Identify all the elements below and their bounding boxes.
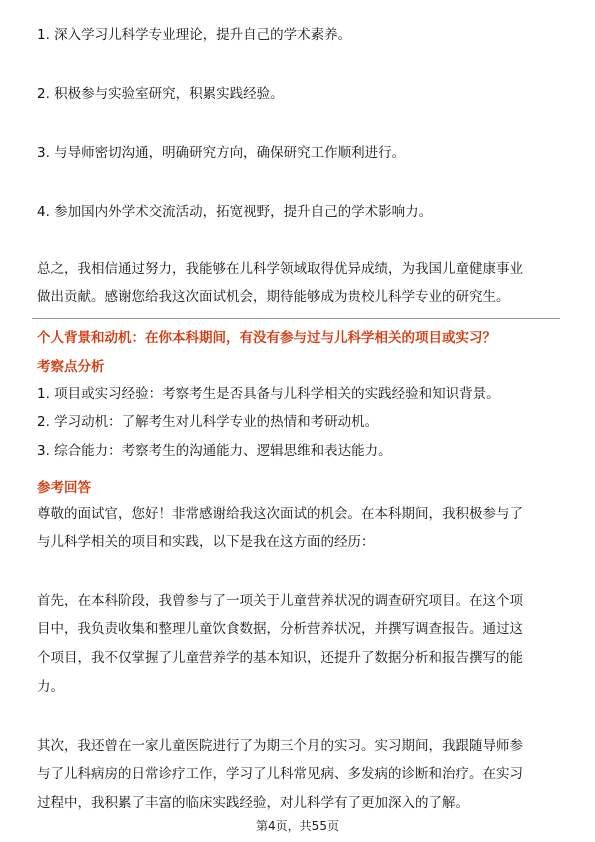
plan-item-1: 1. 深入学习儿科学专业理论，提升自己的学术素养。 xyxy=(37,27,352,43)
conclusion-line-1: 总之，我相信通过努力，我能够在儿科学领域取得优异成绩，为我国儿童健康事业 xyxy=(37,261,523,277)
page-number: 第4页，共55页 xyxy=(256,819,339,833)
analysis-heading: 考察点分析 xyxy=(37,359,105,375)
plan-item-4: 4. 参加国内外学术交流活动，拓宽视野，提升自己的学术影响力。 xyxy=(37,204,433,220)
answer-p2-line-3: 个项目，我不仅掌握了儿童营养学的基本知识，还提升了数据分析和报告撰写的能 xyxy=(37,650,523,666)
answer-p3-line-2: 与了儿科病房的日常诊疗工作，学习了儿科常见病、多发病的诊断和治疗。在实习 xyxy=(37,766,523,782)
question-title: 个人背景和动机：在你本科期间，有没有参与过与儿科学相关的项目或实习？ xyxy=(37,330,496,346)
answer-p2-line-1: 首先，在本科阶段，我曾参与了一项关于儿童营养状况的调查研究项目。在这个项 xyxy=(37,593,523,609)
answer-p1-line-1: 尊敬的面试官，您好！非常感谢给我这次面试的机会。在本科期间，我积极参与了 xyxy=(37,506,523,522)
conclusion-line-2: 做出贡献。感谢您给我这次面试机会，期待能够成为贵校儿科学专业的研究生。 xyxy=(37,289,510,305)
answer-p3-line-3: 过程中，我积累了丰富的临床实践经验，对儿科学有了更加深入的了解。 xyxy=(37,795,469,811)
plan-item-2: 2. 积极参与实验室研究，积累实践经验。 xyxy=(37,86,284,102)
answer-p2-line-4: 力。 xyxy=(37,679,64,695)
analysis-item-1: 1. 项目或实习经验：考察考生是否具备与儿科学相关的实践经验和知识背景。 xyxy=(37,386,500,402)
analysis-item-2: 2. 学习动机：了解考生对儿科学专业的热情和考研动机。 xyxy=(37,414,379,430)
answer-p2-line-2: 目中，我负责收集和整理儿童饮食数据，分析营养状况，并撰写调查报告。通过这 xyxy=(37,621,523,637)
answer-p1-line-2: 与儿科学相关的项目和实践，以下是我在这方面的经历： xyxy=(37,534,375,550)
section-divider xyxy=(32,318,560,319)
answer-heading: 参考回答 xyxy=(37,480,91,496)
analysis-item-3: 3. 综合能力：考察考生的沟通能力、逻辑思维和表达能力。 xyxy=(37,443,392,459)
answer-p3-line-1: 其次，我还曾在一家儿童医院进行了为期三个月的实习。实习期间，我跟随导师参 xyxy=(37,738,523,754)
plan-item-3: 3. 与导师密切沟通，明确研究方向，确保研究工作顺利进行。 xyxy=(37,145,406,161)
